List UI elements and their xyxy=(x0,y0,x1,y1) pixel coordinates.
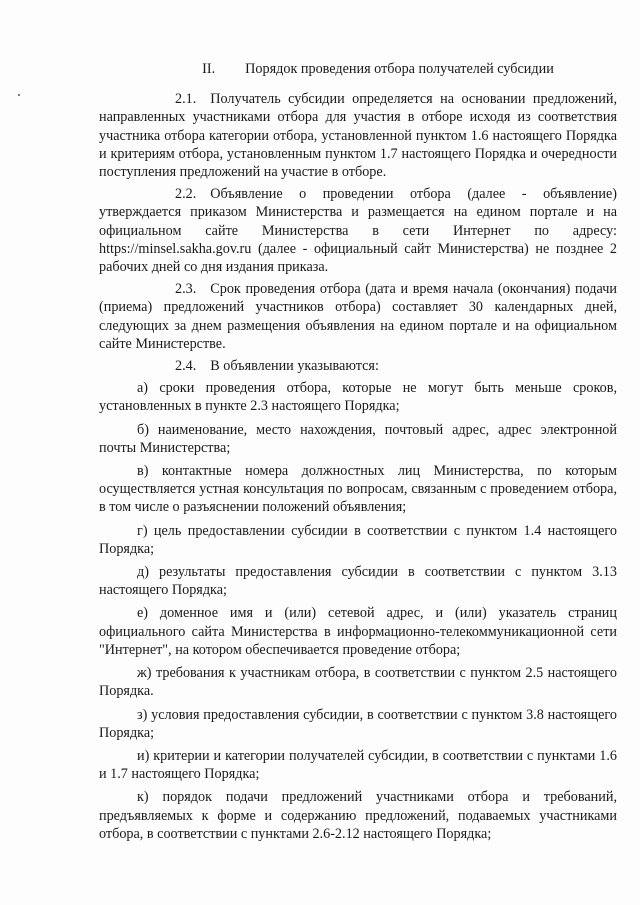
paragraph-2-1 xyxy=(99,90,617,181)
section-number: II. xyxy=(202,61,216,77)
list-item-v: в) контактные номера должностных лиц Министерства, по которым осуществляется устная консультация по вопросам, связанным с проведением отбора, в том числе о разъяснении положений объявления; xyxy=(99,463,617,516)
paragraph-number: 2.1. xyxy=(175,91,197,108)
paragraph-2-3 xyxy=(99,280,617,353)
list-item-a: а) сроки проведения отбора, которые не могут быть меньше сроков, установленных в пункте 2.3 настоящего Порядка; xyxy=(99,380,617,415)
list-item-e: е) доменное имя и (или) сетевой адрес, и (или) указатель страниц официального сайта Министерства в информационно-телекоммуникационной сети "Интернет", на котором обеспечивается проведение отбора; xyxy=(99,605,617,658)
list-item-zh: ж) требования к участникам отбора, в соответствии с пунктом 2.5 настоящего Порядка. xyxy=(99,665,617,700)
paragraph-text: Объявление о проведении отбора (далее - объявление) утверждается приказом Министерства и размещается на едином портале и на официальном сайте Министерства в сети Интернет по адресу: https://minsel.sakha.gov.ru (далее - официальный сайт Министерства) не позднее 2 рабочих дней со дня издания приказа. xyxy=(99,186,617,276)
paragraph-text: В объявлении указываются: xyxy=(210,358,379,375)
paragraph-2-2 xyxy=(99,185,617,276)
list-item-d: д) результаты предоставления субсидии в соответствии с пунктом 3.13 настоящего Порядка; xyxy=(99,564,617,599)
section-title: Порядок проведения отбора получателей субсидии xyxy=(245,61,554,77)
paragraph-text: Срок проведения отбора (дата и время начала (окончания) подачи (приема) предложений участников отбора) составляет 30 календарных дней, следующих за днем размещения объявления на едином портале и на официальном сайте Министерстве. xyxy=(99,281,617,352)
paragraph-text: Получатель субсидии определяется на основании предложений, направленных участниками отбора для участия в отборе исходя из соответствия участника отбора категории отбора, установленной пунктом 1.6 настоящего Порядка и критериям отбора, установленным пунктом 1.7 настоящего Порядка и очередности поступления предложений на участие в отборе. xyxy=(99,91,617,181)
section-heading xyxy=(99,60,617,78)
paragraph-number: 2.4. xyxy=(175,358,197,375)
document-body xyxy=(99,60,617,848)
list-item-g: г) цель предоставлении субсидии в соответствии с пунктом 1.4 настоящего Порядка; xyxy=(99,522,617,557)
paragraph-2-4 xyxy=(99,357,617,375)
scan-speck xyxy=(18,94,20,96)
list-item-i: и) критерии и категории получателей субсидии, в соответствии с пунктами 1.6 и 1.7 настоящего Порядка; xyxy=(99,747,617,783)
paragraph-number: 2.2. xyxy=(175,186,197,203)
list-item-z: з) условия предоставления субсидии, в соответствии с пунктом 3.8 настоящего Порядка; xyxy=(99,706,617,741)
list-item-b: б) наименование, место нахождения, почтовый адрес, адрес электронной почты Министерства; xyxy=(99,421,617,456)
paragraph-number: 2.3. xyxy=(175,281,197,298)
list-item-k: к) порядок подачи предложений участниками отбора и требований, предъявляемых к форме и содержанию предложений, подаваемых участниками отбора, в соответствии с пунктами 2.6-2.12 настоящего Порядка; xyxy=(99,789,617,842)
